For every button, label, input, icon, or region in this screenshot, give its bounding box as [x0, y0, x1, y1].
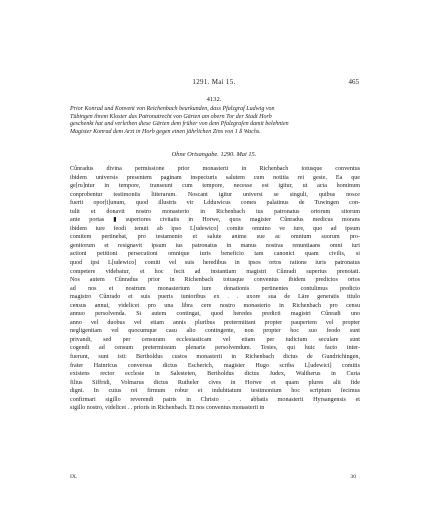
- source-note: Ohne Ortsangabe. 1290. Mai 15.: [171, 151, 257, 158]
- text-line: Nos autem Cûnradus prior in Richenbach totusque conventus ibidem predictos ortos: [70, 277, 360, 284]
- text-line: ad nos et nostrum monasterium iure donationis pertinentes contulimus predicto: [70, 285, 360, 292]
- text-line: genitorum et resignavit ipsum ius patronatus in manus nostras renuntiaans omni iuri: [70, 242, 360, 249]
- text-line: sigillo nostro, videlicet . . prioris in Richenbach. Et nos conventus monasterii in: [70, 405, 265, 412]
- text-line: quod ipsi L[udewico] comiti vel suis heredibus in ipsos ortos ratione iuris patronatus: [70, 260, 360, 267]
- text-line: privandi, sed per censuram ecclesiasticam vel etiam per iudicium seculare sunt: [70, 336, 360, 343]
- text-line: fuerit opor[t]unum, quod illustris vir Ldduwicus comes palatinus de Tuwingen con-: [70, 200, 360, 207]
- text-line: confirmari sigillo reverendi patris in Christo . . abbatis monasterii Hyrsangensis et: [70, 396, 360, 403]
- text-line: actioni petitioni persecutioni omnique iuris beneficio tam canonici quam civilis, si: [70, 251, 360, 258]
- text-line: filius Siffridi, Volmarus dictus Rutheler cives in Horwe et quam plures alii fide: [70, 379, 360, 386]
- text-line: frater Hainricus conversus dictus Escherich, magister Hugo scriba L[udewici] comitis: [70, 362, 360, 369]
- text-line: ante portas ▮ superiores civitatis in Horwe, quos magister Cûnradus medicus morans: [70, 217, 360, 224]
- summary-line: Magister Konrad dem Arzt in Horb gegen einen jährlichen Zins von 1 ß Wachs.: [70, 128, 261, 135]
- charter-text: [70, 165, 360, 413]
- summary-line: geschenkt hat und verleihen diese Gärten dem früher von dem Pfalzgrafen damit belehnten: [70, 121, 289, 128]
- text-line: ibidem universis presentem paginam inspecturis salutem cum notitia rei geste. Ea que: [70, 174, 360, 181]
- text-line: tulit et donavit nostro monasterio in Richenbach ius patronatus ortorum sitorum: [70, 208, 360, 215]
- page-footer: [70, 474, 358, 482]
- text-line: Cûnradus divina permissione prior monasterii in Richenbach totusque conventus: [70, 166, 360, 172]
- text-line: existens rector ecclesie in Salesteten, Bertholdus dictus Judex, Waltherus in Curia: [70, 371, 360, 378]
- text-line: ge[ru]ntur in tempore, transeunt cum tempore, necesse est igitur, ut acta hominum: [70, 183, 360, 190]
- text-line: digni. In cuius rei firmum robur et indubitatum testimonium hoc scriptum fecimus: [70, 388, 360, 395]
- text-line: fuerunt, sunt isti: Bertholdus custos monasterii in Richenbach dictus de Gundrichingen,: [70, 354, 360, 361]
- document-number: 4132.: [206, 96, 222, 103]
- summary-line: Prior Konrad und Konvent von Reichenbach beurkunden, dass Pfalzgraf Ludwig von: [70, 106, 275, 112]
- text-line: census annui, videlicet pro una libra cere nostro monasterio in Richenbach pro censu: [70, 302, 360, 309]
- text-line: competere videbatur, et hoc fecit ad instantiam magistri Cûnradi superius prenotati.: [70, 268, 360, 275]
- text-line: annuo persolvenda. Si autem contingat, quod heredes predicti magistri Cûnradi uno: [70, 311, 360, 318]
- text-line: ibidem iure feodi tenuit ab ipso L[udewico] comite omnino ve iure, quo ad ipsum: [70, 225, 360, 232]
- page-number: 465: [348, 78, 359, 86]
- running-header: [0, 78, 428, 88]
- text-line: anno vel duobus vel etiam annis pluribus pretermittant propter pauperiem vel propter: [70, 319, 360, 326]
- text-line: conprobentur testimoniis litterarum. Noscant igitur universi se singuli, quibus nosce: [70, 191, 360, 198]
- signature-mark: IX.: [70, 474, 78, 480]
- sheet-number: 30: [350, 474, 356, 480]
- running-title: 1291. Mai 15.: [192, 78, 236, 86]
- text-line: comitem pertinebat, pro testamento et salute anime sue ac omnium suorum pro-: [70, 234, 360, 241]
- text-line: magistro Cûnrado et suis pueris iunioribus ex . . uxore sua de Läre generatis titulo: [70, 294, 360, 301]
- text-line: cogendi ad censum pretermissum plenarie persolvendum. Testes, qui huic facto inter-: [70, 345, 360, 352]
- text-line: negligentiam vel quocumque casu alio contingente, non propter hoc suo feodo sunt: [70, 328, 360, 335]
- summary-line: Tübingen ihrem Kloster das Patronatrecht von Gärten am obern Tor der Stadt Horb: [70, 113, 272, 120]
- document-summary: [70, 106, 360, 136]
